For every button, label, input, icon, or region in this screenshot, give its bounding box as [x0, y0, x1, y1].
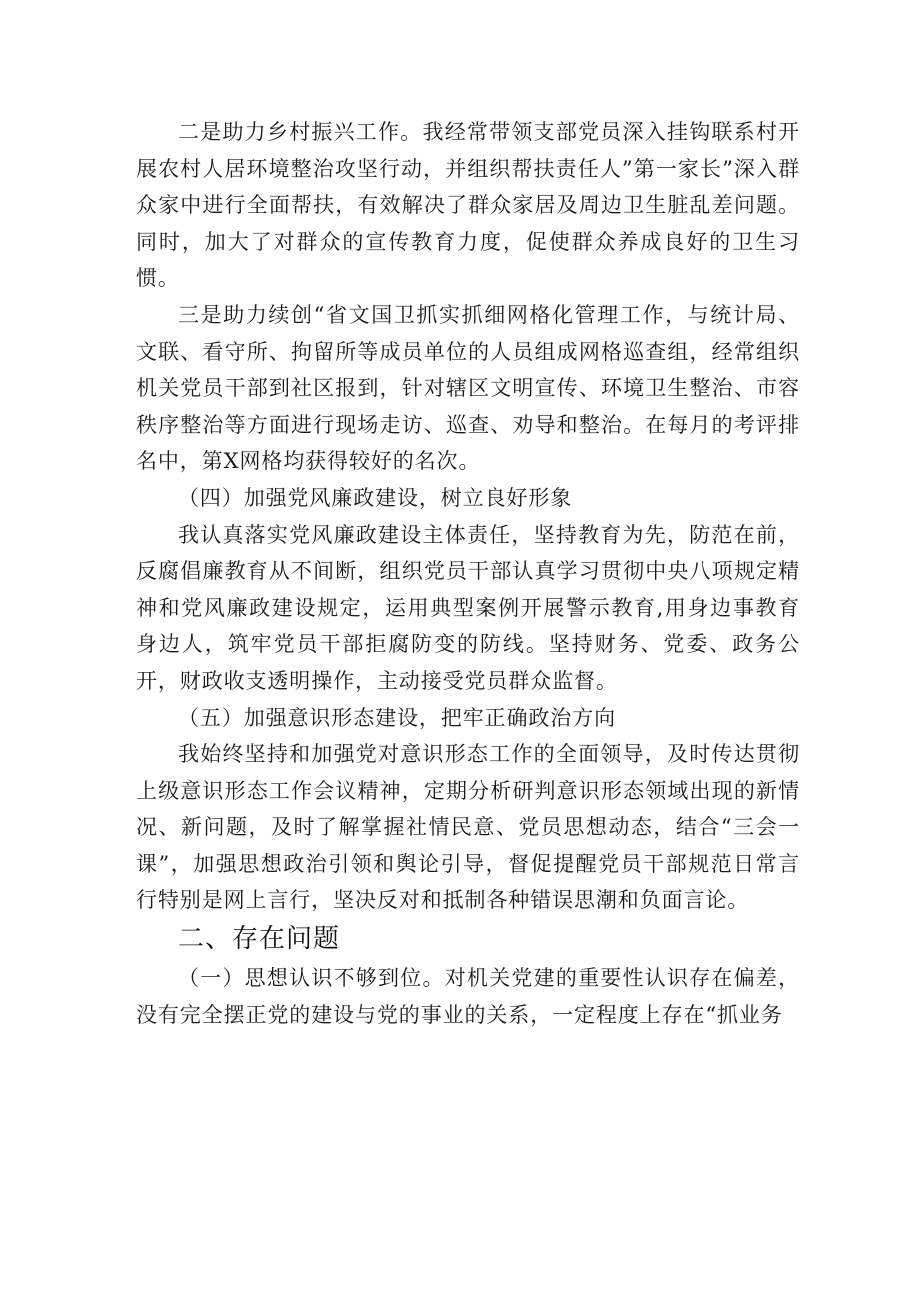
paragraph-rural-revitalization: 二是助力乡村振兴工作。我经常带领支部党员深入挂钩联系村开展农村人居环境整治攻坚行动，并组织帮扶责任人”第一家长”深入群众家中进行全面帮扶，有效解决了群众家居及周边卫生脏乱差问题。同时，加大了对群众的宣传教育力度，促使群众养成良好的卫生习惯。 — [136, 120, 800, 291]
document-body — [136, 114, 800, 1033]
chapter-heading-problems: 二、存在问题 — [178, 924, 341, 955]
paragraph-problems-1: （一）思想认识不够到位。对机关党建的重要性认识存在偏差，没有完全摆正党的建设与党的事业的关系，一定程度上存在“抓业务 — [136, 966, 800, 1027]
paragraph-ideology: 我始终坚持和加强党对意识形态工作的全面领导，及时传达贯彻上级意识形态工作会议精神，定期分析研判意识形态领域出现的新情况、新问题，及时了解掌握社情民意、党员思想动态，结合“三会一课”，加强思想政治引领和舆论引导，督促提醒党员干部规范日常言行特别是网上言行，坚决反对和抵制各种错误思潮和负面言论。 — [136, 742, 800, 913]
paragraph-integrity: 我认真落实党风廉政建设主体责任，坚持教育为先，防范在前，反腐倡廉教育从不间断，组织党员干部认真学习贯彻中央八项规定精神和党风廉政建设规定，运用典型案例开展警示教育,用身边事教育身边人，筑牢党员干部拒腐防变的防线。坚持财务、党委、政务公开，财政收支透明操作，主动接受党员群众监督。 — [136, 522, 800, 693]
section-heading-ideology: （五）加强意识形态建设，把牢正确政治方向 — [178, 705, 616, 730]
paragraph-grid-management: 三是助力续创“省文国卫抓实抓细网格化管理工作，与统计局、文联、看守所、拘留所等成员单位的人员组成网格巡查组，经常组织机关党员干部到社区报到，针对辖区文明宣传、环境卫生整治、市容秩序整治等方面进行现场走访、巡查、劝导和整治。在每月的考评排名中，第X网格均获得较好的名次。 — [136, 302, 800, 474]
section-heading-integrity: （四）加强党风廉政建设，树立良好形象 — [178, 485, 573, 510]
